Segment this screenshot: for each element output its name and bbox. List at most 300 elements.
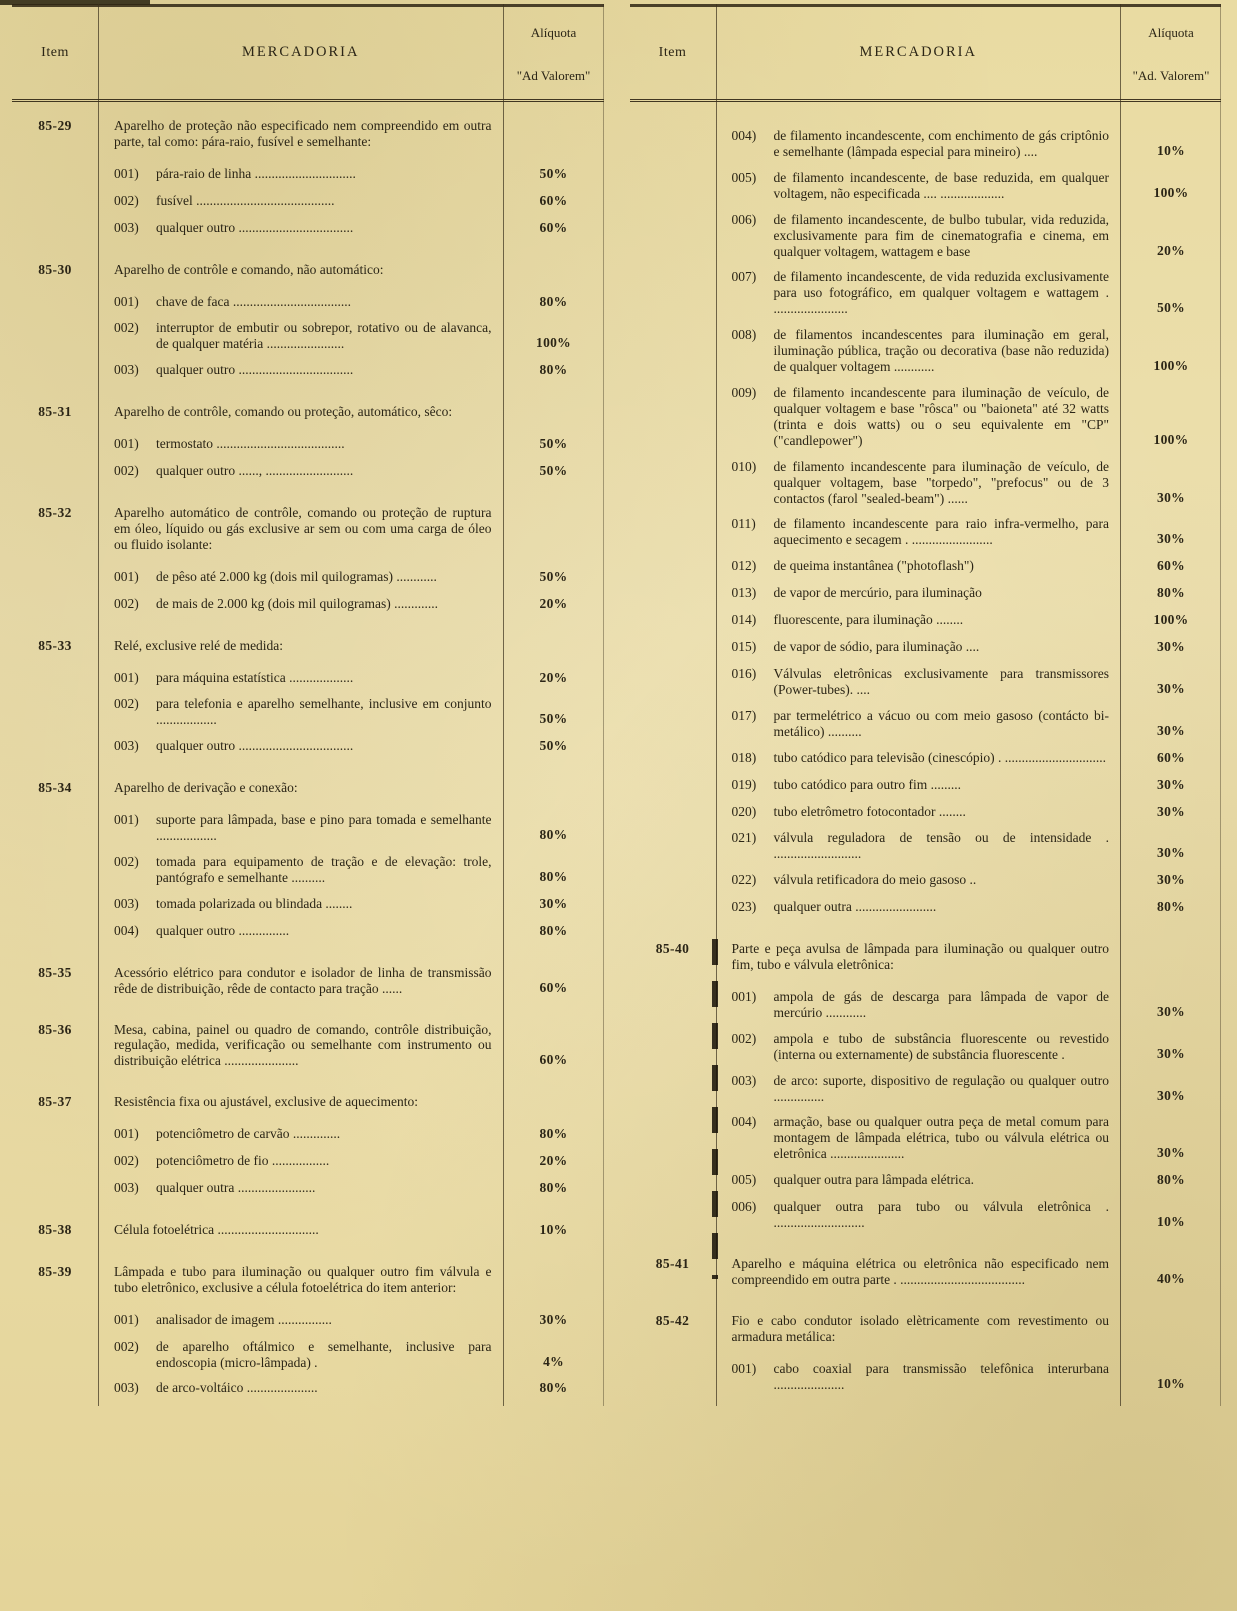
entry-main-row xyxy=(12,965,604,997)
subitem-row xyxy=(630,128,1222,160)
subitem-code: 002) xyxy=(114,696,139,712)
subitem-text: para telefonia e aparelho semelhante, inclusive em conjunto .................. xyxy=(156,696,492,728)
entry-description: Aparelho de proteção não especificado nem compreendido em outra parte, tal como: pára-raio, fusível e semelhante: xyxy=(114,118,492,149)
entry-main-row xyxy=(12,780,604,796)
subitem-text: de mais de 2.000 kg (dois mil quilogramas) ............. xyxy=(156,595,438,611)
subitem-cell xyxy=(716,558,1122,574)
item-number: 85-30 xyxy=(38,261,72,277)
subitem-cell xyxy=(716,459,1122,507)
subitem-row xyxy=(12,1380,604,1397)
subitem-cell xyxy=(98,463,504,479)
subitem-code: 001) xyxy=(114,293,139,309)
subitem-rate: 100% xyxy=(536,335,571,351)
subitem-text: qualquer outro ............... xyxy=(156,922,290,938)
subitem-rate: 60% xyxy=(1157,749,1185,765)
subitem-row xyxy=(630,708,1222,740)
subitem-code: 009) xyxy=(731,384,757,400)
subitem-rate: 30% xyxy=(1157,722,1185,738)
subitem-code: 002) xyxy=(114,1338,139,1354)
subitem-code: 020) xyxy=(731,803,757,819)
subitem-rate: 80% xyxy=(539,293,568,309)
subitem-cell xyxy=(716,1361,1122,1393)
subitem-text: potenciômetro de fio ................. xyxy=(156,1153,330,1169)
subitem-row xyxy=(12,1153,604,1170)
entry-description-cell xyxy=(98,1264,504,1296)
subitem-cell xyxy=(98,696,504,728)
subitem-cell xyxy=(98,220,504,236)
tariff-entry xyxy=(12,262,604,380)
subitem-code: 023) xyxy=(731,899,757,915)
tariff-entry xyxy=(12,118,604,237)
subitem-text: de filamentos incandescentes para iluminação em geral, iluminação pública, tração ou decorativa (base não reduzida) de qualquer voltagem ............ xyxy=(773,327,1109,375)
subitem-cell xyxy=(716,585,1122,601)
rate-value xyxy=(1121,1344,1221,1345)
subitem-row xyxy=(630,1361,1222,1393)
tariff-entry xyxy=(630,1256,1222,1288)
subitem-text: pára-raio de linha .............................. xyxy=(156,165,356,181)
subitem-row xyxy=(12,854,604,886)
subitem-cell xyxy=(98,1180,504,1196)
subitem-text: potenciômetro de carvão .............. xyxy=(156,1126,341,1142)
subitem-code: 003) xyxy=(114,362,139,378)
subitem-row xyxy=(12,436,604,453)
subitem-rate: 80% xyxy=(1157,585,1185,601)
subitem-row xyxy=(630,585,1222,602)
entry-main-row xyxy=(12,1264,604,1296)
aliquota-label-line1: Alíquota xyxy=(530,25,577,40)
entry-description-cell xyxy=(98,780,504,796)
rate-value: 60% xyxy=(539,1052,568,1068)
subitem-text: válvula retificadora do meio gasoso .. xyxy=(773,872,977,888)
subitem-rate: 50% xyxy=(539,738,568,754)
column-header-aliquota xyxy=(504,23,604,83)
subitem-rate: 100% xyxy=(1153,358,1189,374)
subitem-text: interruptor de embutir ou sobrepor, rotativo ou de alavanca, de qualquer matéria ....................... xyxy=(156,320,492,352)
subitem-text: qualquer outro ......, .......................... xyxy=(156,463,354,479)
subitem-cell xyxy=(716,804,1122,820)
subitem-text: cabo coaxial para transmissão telefônica interurbana ..................... xyxy=(773,1360,1109,1392)
subitem-cell xyxy=(98,670,504,686)
entry-description-cell xyxy=(98,1094,504,1110)
subitem-rate: 30% xyxy=(1157,1003,1185,1019)
subitem-code: 001) xyxy=(114,812,139,828)
entry-main-row xyxy=(12,638,604,654)
subitem-text: tubo catódico para televisão (cinescópio) . .............................. xyxy=(773,749,1107,765)
entry-main-row xyxy=(12,404,604,420)
subitem-code: 001) xyxy=(114,1311,139,1327)
item-number: 85-37 xyxy=(38,1094,72,1110)
subitem-text: de filamento incandescente, de vida reduzida exclusivamente para uso fotográfico, em qualquer voltagem e wattagem . ...................... xyxy=(773,269,1109,317)
subitem-cell xyxy=(98,436,504,452)
subitem-text: termostato ...................................... xyxy=(156,436,345,452)
subitem-text: de filamento incandescente para iluminação de veículo, de qualquer voltagem e base "rôsca" ou "baioneta" até 32 watts (trinta e dois watts) ou o seu equivalente em "CP" ("candlepower") xyxy=(773,384,1109,448)
subitem-row xyxy=(630,777,1222,794)
tariff-entry xyxy=(12,1094,604,1197)
rate-value xyxy=(504,795,604,796)
subitem-rate: 30% xyxy=(1157,1045,1185,1061)
subitem-row xyxy=(12,896,604,913)
subitem-cell xyxy=(716,327,1122,375)
subitem-cell xyxy=(716,666,1122,698)
subitem-row xyxy=(630,1114,1222,1162)
subitem-text: par termelétrico a vácuo ou com meio gasoso (contácto bi-metálico) .......... xyxy=(773,707,1109,739)
subitem-row xyxy=(12,166,604,183)
subitem-text: qualquer outra ....................... xyxy=(156,1180,316,1196)
subitem-code: 003) xyxy=(114,738,139,754)
subitem-cell xyxy=(98,1339,504,1371)
subitem-rate: 30% xyxy=(1157,680,1185,696)
aliquota-label-line2: "Ad Valorem" xyxy=(516,67,591,83)
entry-main-row xyxy=(12,505,604,553)
column-rule-item-mercadoria xyxy=(98,4,99,1406)
subitem-row xyxy=(12,320,604,352)
subitem-rate: 30% xyxy=(1157,1145,1185,1161)
subitem-row xyxy=(630,666,1222,698)
subitem-cell xyxy=(98,320,504,352)
subitem-code: 001) xyxy=(114,165,139,181)
subitem-text: qualquer outra para lâmpada elétrica. xyxy=(773,1172,975,1188)
entry-description: Relé, exclusive relé de medida: xyxy=(114,637,284,653)
subitem-row xyxy=(12,1126,604,1143)
subitem-rate: 30% xyxy=(539,1311,568,1327)
subitem-cell xyxy=(716,989,1122,1021)
subitem-rate: 50% xyxy=(539,711,568,727)
entry-main-row xyxy=(12,118,604,150)
tariff-column-right xyxy=(630,4,1222,1422)
subitem-row xyxy=(630,327,1222,375)
tariff-entry xyxy=(12,505,604,613)
subitem-row xyxy=(630,804,1222,821)
subitem-row xyxy=(630,269,1222,317)
subitem-cell xyxy=(98,1380,504,1396)
subitem-rate: 80% xyxy=(1157,899,1185,915)
item-number: 85-31 xyxy=(38,404,72,420)
subitem-code: 002) xyxy=(114,192,139,208)
entry-description-cell xyxy=(98,404,504,420)
subitem-cell xyxy=(98,294,504,310)
subitem-cell xyxy=(716,899,1122,915)
tariff-entry xyxy=(12,404,604,480)
subitem-code: 005) xyxy=(731,169,757,185)
subitem-text: de filamento incandescente para raio infra-vermelho, para aquecimento e secagem . ........................ xyxy=(773,516,1109,548)
subitem-code: 017) xyxy=(731,707,757,723)
subitem-cell xyxy=(716,777,1122,793)
subitem-cell xyxy=(98,896,504,912)
subitem-rate: 80% xyxy=(539,362,568,378)
subitem-cell xyxy=(98,166,504,182)
entry-description: Lâmpada e tubo para iluminação ou qualquer outro fim válvula e tubo eletrônico, exclusive a célula fotoelétrica do item anterior: xyxy=(114,1263,492,1295)
subitem-row xyxy=(630,516,1222,548)
entry-description-cell xyxy=(98,118,504,150)
entry-main-row xyxy=(630,1313,1222,1345)
subitem-text: válvula reguladora de tensão ou de intensidade . .......................... xyxy=(773,830,1109,862)
subitem-cell xyxy=(716,1114,1122,1162)
subitem-row xyxy=(12,362,604,379)
subitem-row xyxy=(630,1031,1222,1063)
subitem-row xyxy=(630,1199,1222,1231)
subitem-row xyxy=(630,1172,1222,1189)
subitem-rate: 80% xyxy=(539,1180,568,1196)
subitem-text: fluorescente, para iluminação ........ xyxy=(773,612,964,628)
subitem-rate: 20% xyxy=(1157,242,1185,258)
tariff-entries-left xyxy=(12,102,604,1397)
subitem-cell xyxy=(716,1172,1122,1188)
entry-description: Célula fotoelétrica .............................. xyxy=(114,1221,319,1237)
tariff-entry xyxy=(12,1222,604,1239)
subitem-rate: 80% xyxy=(539,922,568,938)
entry-description: Parte e peça avulsa de lâmpada para iluminação ou qualquer outro fim, tubo e válvula eletrônica: xyxy=(731,941,1109,973)
subitem-cell xyxy=(716,750,1122,766)
subitem-code: 002) xyxy=(114,1153,139,1169)
subitem-rate: 30% xyxy=(1157,776,1185,792)
subitem-row xyxy=(630,830,1222,862)
rate-value: 10% xyxy=(539,1221,568,1237)
subitem-rate: 20% xyxy=(539,595,568,611)
column-rule-right-edge xyxy=(603,4,604,1406)
rate-value xyxy=(504,149,604,150)
subitem-text: fusível ......................................... xyxy=(156,192,335,208)
subitem-rate: 10% xyxy=(1157,1375,1185,1391)
subitem-code: 002) xyxy=(114,853,139,869)
subitem-code: 006) xyxy=(731,211,757,227)
entry-description: Acessório elétrico para condutor e isolador de linha de transmissão rêde de distribuição, rêde de contacto para tração ...... xyxy=(114,964,492,996)
subitem-rate: 10% xyxy=(1157,142,1185,158)
subitem-code: 002) xyxy=(114,320,139,336)
subitem-code: 019) xyxy=(731,776,757,792)
subitem-code: 018) xyxy=(731,749,757,765)
subitem-cell xyxy=(98,854,504,886)
item-number: 85-41 xyxy=(655,1256,690,1272)
subitem-rate: 20% xyxy=(539,1153,568,1169)
subitem-cell xyxy=(716,212,1122,260)
subitem-text: ampola de gás de descarga para lâmpada de vapor de mercúrio ............ xyxy=(773,988,1109,1020)
subitem-row xyxy=(12,812,604,844)
subitem-row xyxy=(12,670,604,687)
subitem-cell xyxy=(716,385,1122,449)
subitem-code: 011) xyxy=(731,516,756,532)
subitem-rate: 30% xyxy=(539,895,568,911)
item-number: 85-42 xyxy=(655,1312,690,1328)
subitem-cell xyxy=(98,1153,504,1169)
subitem-rate: 30% xyxy=(1157,845,1185,861)
subitem-rate: 60% xyxy=(539,219,568,235)
entry-description-cell xyxy=(98,638,504,654)
subitem-cell xyxy=(98,596,504,612)
entry-main-row xyxy=(12,1094,604,1110)
entry-description: Aparelho de derivação e conexão: xyxy=(114,780,298,796)
rate-value: 60% xyxy=(539,979,568,995)
item-number: 85-34 xyxy=(38,780,72,796)
table-header xyxy=(630,4,1222,102)
column-header-item: Item xyxy=(41,44,69,60)
item-number: 85-35 xyxy=(38,964,72,980)
entry-description-cell xyxy=(98,262,504,278)
subitem-code: 003) xyxy=(114,895,139,911)
subitem-code: 013) xyxy=(731,585,757,601)
entry-description-cell xyxy=(98,1022,504,1070)
subitem-cell xyxy=(716,1073,1122,1105)
subitem-text: de aparelho oftálmico e semelhante, inclusive para endoscopia (micro-lâmpada) . xyxy=(156,1338,492,1370)
rate-value xyxy=(504,419,604,420)
entry-main-row xyxy=(12,1022,604,1070)
entry-description-cell xyxy=(98,505,504,553)
subitem-cell xyxy=(98,738,504,754)
column-rule-mercadoria-aliquota xyxy=(503,4,504,1406)
subitem-rate: 30% xyxy=(1157,1087,1185,1103)
subitem-code: 004) xyxy=(114,922,139,938)
subitem-code: 003) xyxy=(114,219,139,235)
tariff-entry xyxy=(12,1022,604,1070)
subitem-cell xyxy=(716,269,1122,317)
subitem-cell xyxy=(716,830,1122,862)
tariff-entries-right xyxy=(630,102,1222,1393)
subitem-rate: 20% xyxy=(539,669,568,685)
subitem-code: 021) xyxy=(731,830,757,846)
subitem-code: 010) xyxy=(731,458,757,474)
subitem-code: 022) xyxy=(731,872,757,888)
subitem-rate: 30% xyxy=(1157,489,1185,505)
subitem-row xyxy=(12,193,604,210)
subitem-rate: 100% xyxy=(1153,612,1189,628)
subitem-code: 004) xyxy=(731,1114,757,1130)
subitem-text: de pêso até 2.000 kg (dois mil quilogramas) ............ xyxy=(156,568,437,584)
item-number: 85-32 xyxy=(38,504,72,520)
subitem-row xyxy=(630,1073,1222,1105)
column-header-mercadoria: MERCADORIA xyxy=(242,44,360,61)
item-number: 85-38 xyxy=(38,1221,72,1237)
subitem-code: 002) xyxy=(114,463,139,479)
subitem-code: 004) xyxy=(731,128,757,143)
subitem-text: para máquina estatística ................... xyxy=(156,669,354,685)
subitem-row xyxy=(12,220,604,237)
subitem-row xyxy=(12,738,604,755)
subitem-row xyxy=(12,463,604,480)
subitem-cell xyxy=(98,362,504,378)
subitem-text: tubo eletrômetro fotocontador ........ xyxy=(773,803,966,819)
subitem-row xyxy=(12,696,604,728)
subitem-code: 001) xyxy=(731,1360,757,1376)
subitem-code: 016) xyxy=(731,665,757,681)
subitem-row xyxy=(630,385,1222,449)
entry-description-cell xyxy=(716,941,1122,973)
subitem-row xyxy=(630,170,1222,202)
subitem-cell xyxy=(98,923,504,939)
subitem-code: 002) xyxy=(114,595,139,611)
subitem-text: qualquer outra para tubo ou válvula eletrônica . ........................... xyxy=(773,1199,1109,1231)
subitem-rate: 50% xyxy=(539,436,568,452)
ink-smudge-artifact xyxy=(712,939,718,1279)
subitem-text: Válvulas eletrônicas exclusivamente para transmissores (Power-tubes). .... xyxy=(773,665,1109,697)
subitem-text: suporte para lâmpada, base e pino para tomada e semelhante .................. xyxy=(156,812,492,844)
rate-value xyxy=(504,653,604,654)
subitem-text: de filamento incandescente, de bulbo tubular, vida reduzida, exclusivamente para fim de cinematografia e cinema, em qualquer voltagem, wattagem e base xyxy=(773,211,1109,259)
entry-main-row xyxy=(12,262,604,278)
subitem-row xyxy=(630,639,1222,656)
entry-description: Resistência fixa ou ajustável, exclusive de aquecimento: xyxy=(114,1094,419,1110)
entry-description: Aparelho de contrôle, comando ou proteção, automático, sêco: xyxy=(114,404,453,420)
entry-description-cell xyxy=(716,1313,1122,1345)
rate-value xyxy=(504,1109,604,1110)
subitem-cell xyxy=(716,612,1122,628)
subitem-code: 014) xyxy=(731,612,757,628)
tariff-column-left xyxy=(12,4,604,1422)
subitem-row xyxy=(12,294,604,311)
subitem-code: 001) xyxy=(114,568,139,584)
subitem-row xyxy=(630,750,1222,767)
subitem-text: de filamento incandescente, com enchimento de gás criptônio e semelhante (lâmpada especial para mineiro) .... xyxy=(773,128,1109,159)
subitem-text: tubo catódico para outro fim ......... xyxy=(773,776,961,792)
subitem-code: 006) xyxy=(731,1199,757,1215)
subitem-code: 012) xyxy=(731,558,757,574)
subitem-text: analisador de imagem ................ xyxy=(156,1311,332,1327)
tariff-entry xyxy=(12,638,604,756)
subitem-code: 008) xyxy=(731,327,757,343)
subitem-code: 001) xyxy=(114,436,139,452)
subitem-cell xyxy=(716,170,1122,202)
entry-main-row xyxy=(630,1256,1222,1288)
entry-description-cell xyxy=(98,1222,504,1238)
subitem-text: de vapor de sódio, para iluminação .... xyxy=(773,639,980,655)
subitem-text: qualquer outra ........................ xyxy=(773,899,937,915)
subitem-cell xyxy=(716,639,1122,655)
entry-description: Mesa, cabina, painel ou quadro de comando, contrôle distribuição, regulação, medida, verificação ou semelhante com instrumento ou distribuição elétrica ...................... xyxy=(114,1021,492,1069)
subitem-rate: 80% xyxy=(539,1380,568,1396)
item-number: 85-29 xyxy=(38,118,72,133)
subitem-code: 001) xyxy=(731,988,757,1004)
subitem-rate: 80% xyxy=(539,827,568,843)
item-number: 85-36 xyxy=(38,1021,72,1037)
entry-description-cell xyxy=(98,965,504,997)
subitem-cell xyxy=(716,1199,1122,1231)
subitem-cell xyxy=(716,708,1122,740)
rate-value xyxy=(504,1295,604,1296)
subitem-code: 007) xyxy=(731,269,757,285)
subitem-cell xyxy=(98,1312,504,1328)
subitem-text: qualquer outro .................................. xyxy=(156,219,354,235)
entry-main-row xyxy=(630,941,1222,973)
subitem-code: 003) xyxy=(114,1380,139,1396)
entry-description: Aparelho e máquina elétrica ou eletrônica não especificado nem compreendido em outra parte . ..................................... xyxy=(731,1256,1109,1287)
subitem-text: tomada polarizada ou blindada ........ xyxy=(156,895,353,911)
subitem-cell xyxy=(716,1031,1122,1063)
subitem-text: de queima instantânea ("photoflash") xyxy=(773,558,974,574)
subitem-row xyxy=(630,872,1222,889)
entry-description: Aparelho automático de contrôle, comando ou proteção de ruptura em óleo, líquido ou gás exclusive ar sem ou com uma carga de óleo ou fluido isolante: xyxy=(114,504,492,552)
subitem-rate: 50% xyxy=(539,165,568,181)
subitem-rate: 80% xyxy=(539,1126,568,1142)
subitem-row xyxy=(12,923,604,940)
entry-description-cell xyxy=(716,1256,1122,1288)
subitem-row xyxy=(630,459,1222,507)
subitem-cell xyxy=(716,516,1122,548)
subitem-text: de arco-voltáico ..................... xyxy=(156,1380,318,1396)
column-rule-mercadoria-aliquota xyxy=(1120,4,1121,1406)
subitem-code: 001) xyxy=(114,1126,139,1142)
item-number: 85-39 xyxy=(38,1263,72,1279)
aliquota-label-line2: "Ad. Valorem" xyxy=(1132,67,1210,83)
tariff-entry xyxy=(630,941,1222,1231)
subitem-rate: 50% xyxy=(1157,300,1185,316)
subitem-rate: 80% xyxy=(1157,1172,1185,1188)
subitem-cell xyxy=(98,569,504,585)
subitem-row xyxy=(630,899,1222,916)
subitem-row xyxy=(630,212,1222,260)
subitem-cell xyxy=(716,872,1122,888)
subitem-text: de vapor de mercúrio, para iluminação xyxy=(773,585,982,601)
subitem-code: 005) xyxy=(731,1172,757,1188)
subitem-code: 015) xyxy=(731,639,757,655)
subitem-rate: 80% xyxy=(539,868,568,884)
